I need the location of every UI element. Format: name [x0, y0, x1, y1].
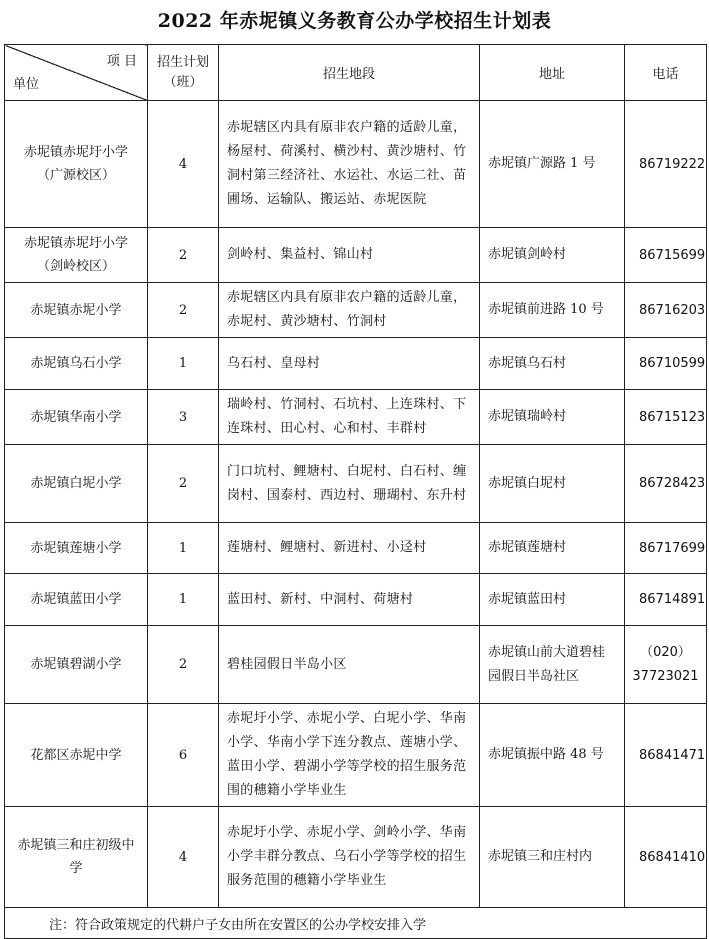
header-area: 招生地段: [219, 45, 480, 101]
enrollment-area: 门口坑村、鲤塘村、白坭村、白石村、缠岗村、国泰村、西边村、珊瑚村、东升村: [219, 445, 480, 523]
school-phone: 86719222: [625, 101, 707, 228]
school-address: 赤坭镇山前大道碧桂园假日半岛社区: [480, 626, 625, 704]
header-diagonal-cell: [5, 45, 148, 101]
enrollment-area: 赤坭圩小学、赤坭小学、剑岭小学、华南小学丰群分教点、乌石小学等学校的招生服务范围的穗籍小学毕业生: [219, 807, 480, 908]
plan-classes: 2: [148, 445, 219, 523]
enrollment-area: 赤坭圩小学、赤坭小学、白坭小学、华南小学、华南小学下连分教点、莲塘小学、蓝田小学、碧湖小学等学校的招生服务范围的穗籍小学毕业生: [219, 704, 480, 807]
enrollment-plan-table: [4, 44, 707, 939]
school-phone: 86717699: [625, 523, 707, 574]
enrollment-area: 赤坭辖区内具有原非农户籍的适龄儿童，赤坭村、黄沙塘村、竹洞村: [219, 283, 480, 338]
enrollment-area: 瑞岭村、竹洞村、石坑村、上连珠村、下连珠村、田心村、心和村、丰群村: [219, 390, 480, 445]
plan-classes: 3: [148, 390, 219, 445]
school-address: 赤坭镇莲塘村: [480, 523, 625, 574]
school-phone: 86710599: [625, 338, 707, 390]
table-row: [5, 390, 707, 445]
school-name: 赤坭镇莲塘小学: [5, 523, 148, 574]
table-note: 注：符合政策规定的代耕户子女由所在安置区的公办学校安排入学: [5, 908, 707, 939]
table-row: [5, 338, 707, 390]
school-name: 赤坭镇三和庄初级中学: [5, 807, 148, 908]
table-header-row: [5, 45, 707, 101]
plan-classes: 6: [148, 704, 219, 807]
header-address: 地址: [480, 45, 625, 101]
school-phone: 86841471: [625, 704, 707, 807]
school-address: 赤坭镇振中路 48 号: [480, 704, 625, 807]
table-row: [5, 523, 707, 574]
school-address: 赤坭镇蓝田村: [480, 574, 625, 626]
header-phone: 电话: [625, 45, 707, 101]
school-name: 花都区赤坭中学: [5, 704, 148, 807]
school-name: 赤坭镇赤坭圩小学（剑岭校区）: [5, 228, 148, 283]
school-name: 赤坭镇赤坭小学: [5, 283, 148, 338]
enrollment-area: 乌石村、皇母村: [219, 338, 480, 390]
plan-classes: 2: [148, 283, 219, 338]
school-phone: 86841410: [625, 807, 707, 908]
school-address: 赤坭镇前进路 10 号: [480, 283, 625, 338]
header-item-label: 项 目: [106, 54, 137, 69]
school-phone: 86728423: [625, 445, 707, 523]
school-name: 赤坭镇赤坭圩小学（广源校区）: [5, 101, 148, 228]
table-row: [5, 626, 707, 704]
school-name: 赤坭镇乌石小学: [5, 338, 148, 390]
school-phone: 86715699: [625, 228, 707, 283]
plan-classes: 4: [148, 101, 219, 228]
note-row: [5, 908, 707, 939]
enrollment-area: 蓝田村、新村、中洞村、荷塘村: [219, 574, 480, 626]
header-unit-label: 单位: [13, 77, 40, 92]
header-plan: 招生计划（班）: [148, 45, 219, 101]
plan-classes: 1: [148, 523, 219, 574]
school-address: 赤坭镇剑岭村: [480, 228, 625, 283]
enrollment-area: 碧桂园假日半岛小区: [219, 626, 480, 704]
school-address: 赤坭镇乌石村: [480, 338, 625, 390]
school-phone: 86715123: [625, 390, 707, 445]
enrollment-area: 剑岭村、集益村、锦山村: [219, 228, 480, 283]
table-row: [5, 283, 707, 338]
table-row: [5, 445, 707, 523]
school-address: 赤坭镇广源路 1 号: [480, 101, 625, 228]
enrollment-area: 赤坭辖区内具有原非农户籍的适龄儿童，杨屋村、荷溪村、横沙村、黄沙塘村、竹洞村第三经济社、水运社、水运二社、苗圃场、运输队、搬运站、赤坭医院: [219, 101, 480, 228]
school-address: 赤坭镇瑞岭村: [480, 390, 625, 445]
table-row: [5, 101, 707, 228]
table-row: [5, 704, 707, 807]
school-phone: 86716203: [625, 283, 707, 338]
table-row: [5, 574, 707, 626]
school-address: 赤坭镇白坭村: [480, 445, 625, 523]
school-name: 赤坭镇华南小学: [5, 390, 148, 445]
page-title: 2022 年赤坭镇义务教育公办学校招生计划表: [157, 10, 552, 32]
plan-classes: 1: [148, 338, 219, 390]
plan-classes: 2: [148, 228, 219, 283]
enrollment-area: 莲塘村、鲤塘村、新进村、小迳村: [219, 523, 480, 574]
school-phone: 86714891: [625, 574, 707, 626]
school-phone: （020）37723021: [625, 626, 707, 704]
plan-classes: 2: [148, 626, 219, 704]
school-name: 赤坭镇蓝田小学: [5, 574, 148, 626]
school-name: 赤坭镇碧湖小学: [5, 626, 148, 704]
table-row: [5, 807, 707, 908]
table-row: [5, 228, 707, 283]
school-name: 赤坭镇白坭小学: [5, 445, 148, 523]
plan-classes: 4: [148, 807, 219, 908]
school-address: 赤坭镇三和庄村内: [480, 807, 625, 908]
plan-classes: 1: [148, 574, 219, 626]
